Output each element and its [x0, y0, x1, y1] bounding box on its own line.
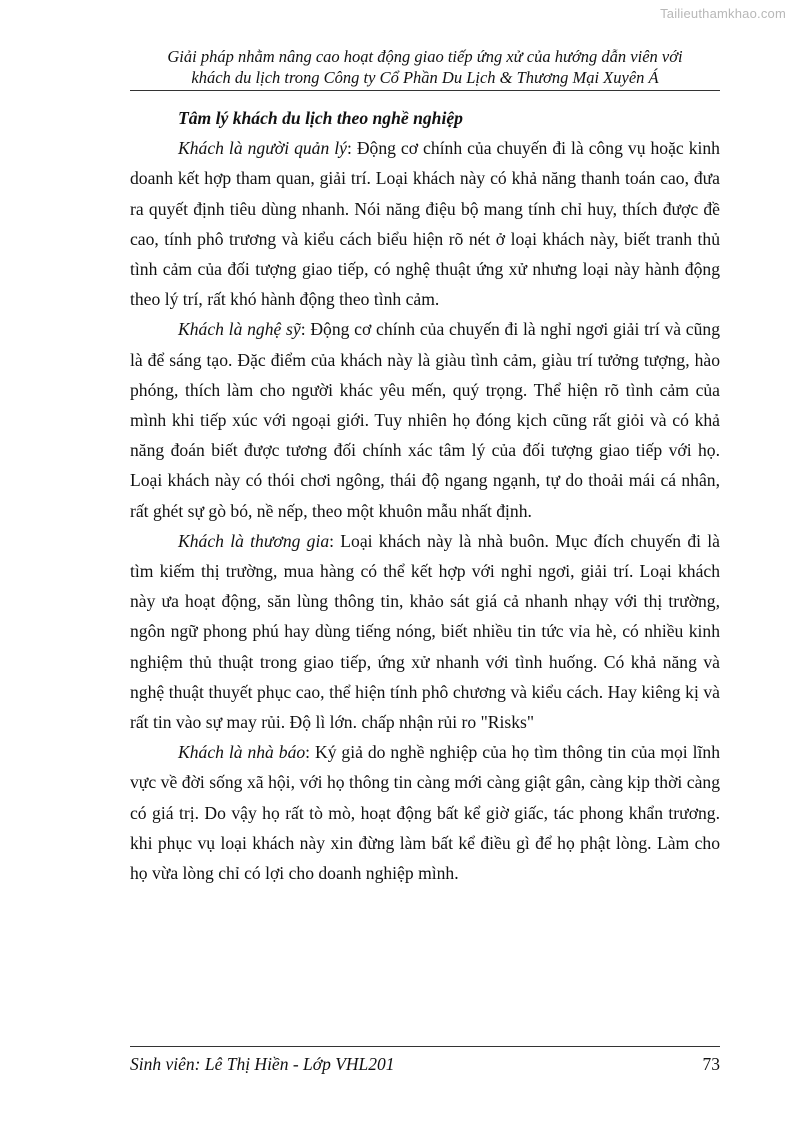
- paragraph-lead: Khách là thương gia: [178, 530, 330, 551]
- header-divider: [130, 90, 720, 91]
- section-heading: Tâm lý khách du lịch theo nghề nghiệp: [178, 108, 463, 128]
- paragraph-manager: [130, 133, 720, 314]
- paragraph-merchant: [130, 526, 720, 737]
- page-body: [130, 103, 720, 888]
- paragraph-text: : Ký giả do nghề nghiệp của họ tìm thông tin của mọi lĩnh vực về đời sống xã hội, với họ thông tin càng mới càng giật gân, càng kịp thời càng có giá trị. Do vậy họ rất tò mò, hoạt động bất kể giờ giấc, tác phong khẩn trương. khi phục vụ loại khách này xin đừng làm bất kể điều gì để họ phật lòng. Làm cho họ vừa lòng chỉ có lợi cho doanh nghiệp mình.: [130, 742, 720, 884]
- running-header: [130, 46, 720, 88]
- paragraph-lead: Khách là người quản lý: [178, 138, 347, 159]
- paragraph-artist: [130, 314, 720, 525]
- paragraph-text: : Động cơ chính của chuyến đi là công vụ hoặc kinh doanh kết hợp tham quan, giải trí. Loại khách này có khả năng thanh toán cao, đưa ra quyết định tiêu dùng nhanh. Nói năng điệu bộ mang tính chỉ huy, thích được đề cao, tính phô trương và kiểu cách biểu hiện rõ nét ở loại khách này, biết tranh thủ tình cảm của đối tượng giao tiếp, có nghệ thuật ứng xử nhưng loại này hành động theo lý trí, rất khó hành động theo tình cảm.: [130, 138, 720, 310]
- paragraph-journalist: [130, 737, 720, 888]
- page-number: 73: [702, 1054, 720, 1074]
- paragraph-text: : Động cơ chính của chuyến đi là nghỉ ngơi giải trí và cũng là để sáng tạo. Đặc điểm của khách này là giàu tình cảm, giàu trí tưởng tượng, hào phóng, thích làm cho người khác yêu mến, quý trọng. Thể hiện rõ tình cảm của mình khi tiếp xúc với ngoại giới. Tuy nhiên họ đóng kịch cũng rất giỏi và có khả năng đoán biết được tương đối chính xác tâm lý của đối tượng giao tiếp với họ. Loại khách này có thói chơi ngông, thái độ ngang ngạnh, tự do thoải mái cá nhân, rất ghét sự gò bó, nề nếp, theo một khuôn mẫu nhất định.: [130, 319, 720, 521]
- footer-author: Sinh viên: Lê Thị Hiền - Lớp VHL201: [130, 1054, 395, 1074]
- paragraph-lead: Khách là nhà báo: [178, 742, 306, 763]
- footer-divider: [130, 1046, 720, 1047]
- watermark-text: Tailieuthamkhao.com: [660, 6, 786, 21]
- header-line-2: khách du lịch trong Công ty Cổ Phần Du Lịch & Thương Mại Xuyên Á: [191, 68, 659, 87]
- paragraph-text: : Loại khách này là nhà buôn. Mục đích chuyến đi là tìm kiếm thị trường, mua hàng có thể kết hợp với nghỉ ngơi, giải trí. Loại khách này ưa hoạt động, săn lùng thông tin, khảo sát giá cả nhanh nhạy với thị trường, ngôn ngữ phong phú hay dùng tiếng nóng, biết nhiều tin tức vỉa hè, có nhiều kinh nghiệm thủ thuật trong giao tiếp, ứng xử nhanh với tình huống. Có khả năng và nghệ thuật thuyết phục cao, thể hiện tính phô chương và kiểu cách. Hay kiêng kị và rất tin vào sự may rủi. Độ lì lớn. chấp nhận rủi ro "Risks": [130, 530, 720, 733]
- header-line-1: Giải pháp nhằm nâng cao hoạt động giao tiếp ứng xử của hướng dẫn viên với: [167, 47, 683, 66]
- paragraph-lead: Khách là nghệ sỹ: [178, 319, 301, 340]
- page-footer: [130, 1052, 720, 1076]
